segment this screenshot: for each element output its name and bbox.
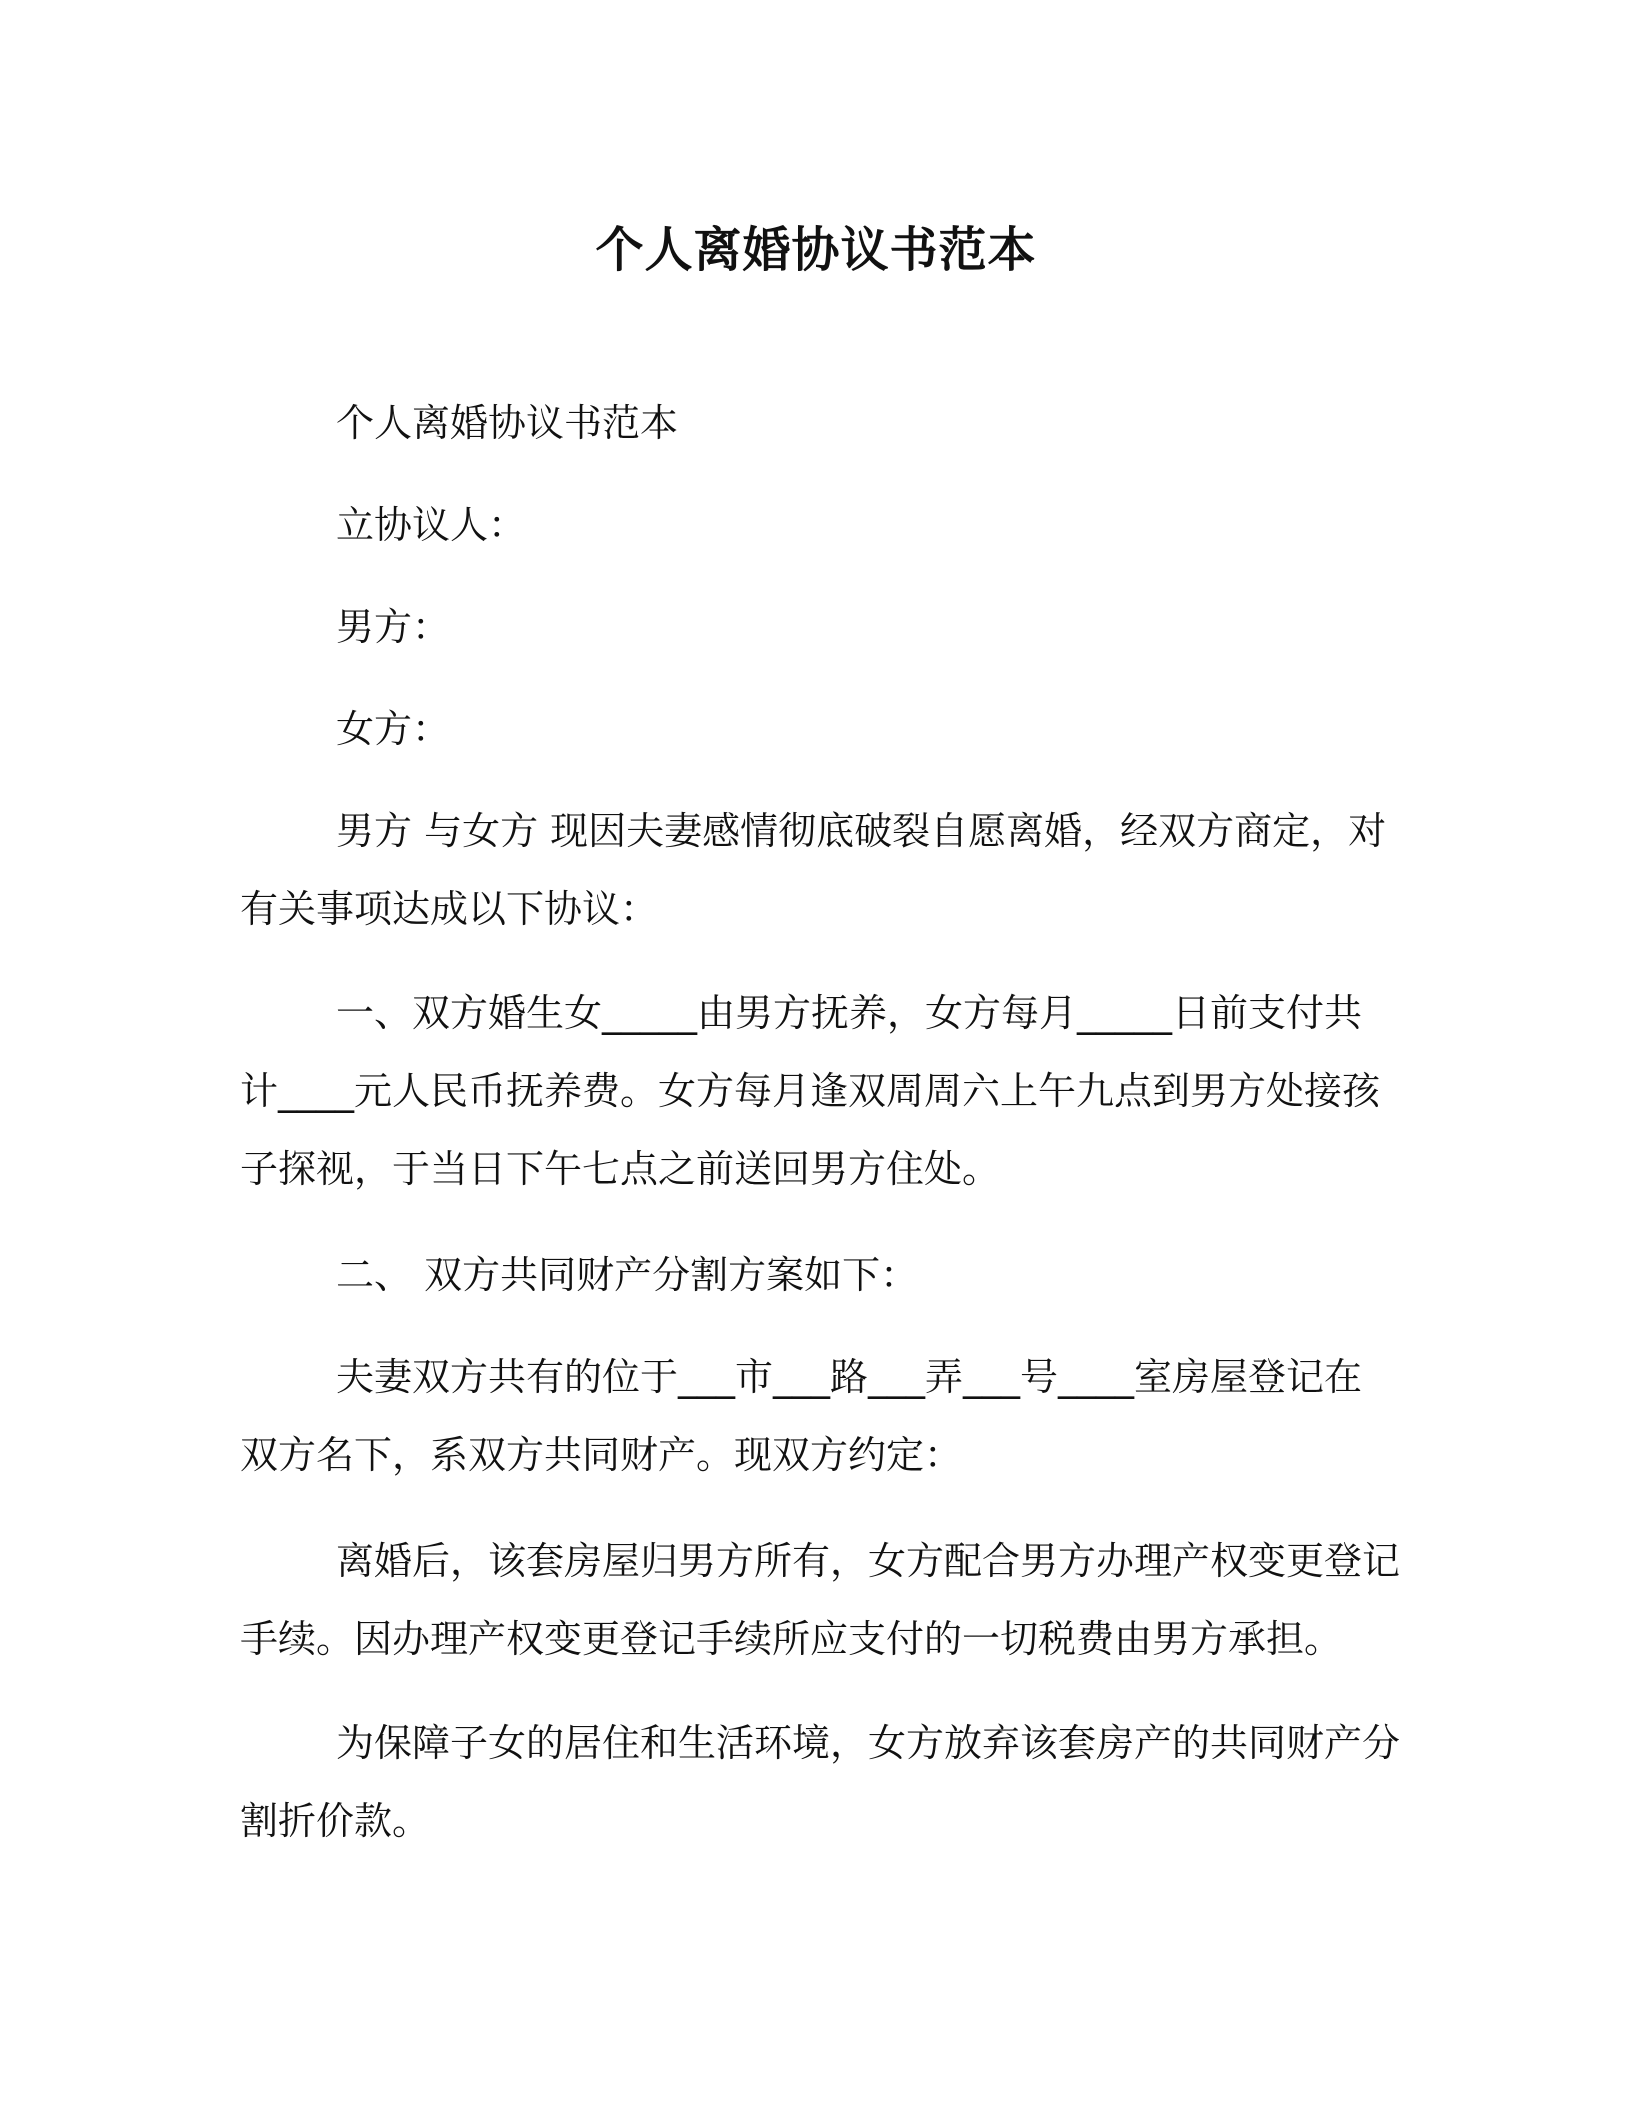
document-title: 个人离婚协议书范本	[595, 222, 1037, 278]
paragraph-line: 女方：	[336, 707, 451, 751]
paragraph-line: 男方：	[336, 605, 451, 649]
paragraph-line: 手续。因办理产权变更登记手续所应支付的一切税费由男方承担。	[240, 1617, 1343, 1661]
paragraph-line: 个人离婚协议书范本	[336, 401, 679, 445]
paragraph-line: 夫妻双方共有的位于___市___路___弄___号____室房屋登记在	[336, 1355, 1363, 1399]
paragraph-line: 立协议人：	[336, 503, 527, 547]
paragraph-line: 一、双方婚生女_____由男方抚养，女方每月_____日前支付共	[336, 991, 1363, 1035]
paragraph-custody	[240, 974, 1381, 1208]
paragraph-line: 有关事项达成以下协议：	[240, 887, 659, 931]
paragraph-line: 双方名下，系双方共同财产。现双方约定：	[240, 1433, 963, 1477]
paragraph-female-party	[240, 690, 1372, 768]
paragraph-property-heading	[240, 1236, 1372, 1314]
paragraph-line: 计____元人民币抚养费。女方每月逢双周周六上午九点到男方处接孩	[240, 1069, 1381, 1113]
paragraph-property-ownership	[240, 1522, 1401, 1678]
paragraph-line: 子探视，于当日下午七点之前送回男方住处。	[240, 1147, 1001, 1191]
paragraph-line: 二、 双方共同财产分割方案如下：	[336, 1253, 919, 1297]
paragraph-parties	[240, 486, 1372, 564]
paragraph-property-waiver	[240, 1704, 1401, 1860]
paragraph-line: 男方 与女方 现因夫妻感情彻底破裂自愿离婚，经双方商定，对	[336, 809, 1387, 853]
paragraph-line: 割折价款。	[240, 1799, 431, 1843]
paragraph-heading	[240, 384, 1372, 462]
paragraph-male-party	[240, 588, 1372, 666]
paragraph-line: 为保障子女的居住和生活环境，女方放弃该套房产的共同财产分	[336, 1721, 1401, 1765]
paragraph-property-location	[240, 1338, 1372, 1494]
paragraph-line: 离婚后，该套房屋归男方所有，女方配合男方办理产权变更登记	[336, 1539, 1401, 1583]
paragraph-intro	[240, 792, 1387, 948]
